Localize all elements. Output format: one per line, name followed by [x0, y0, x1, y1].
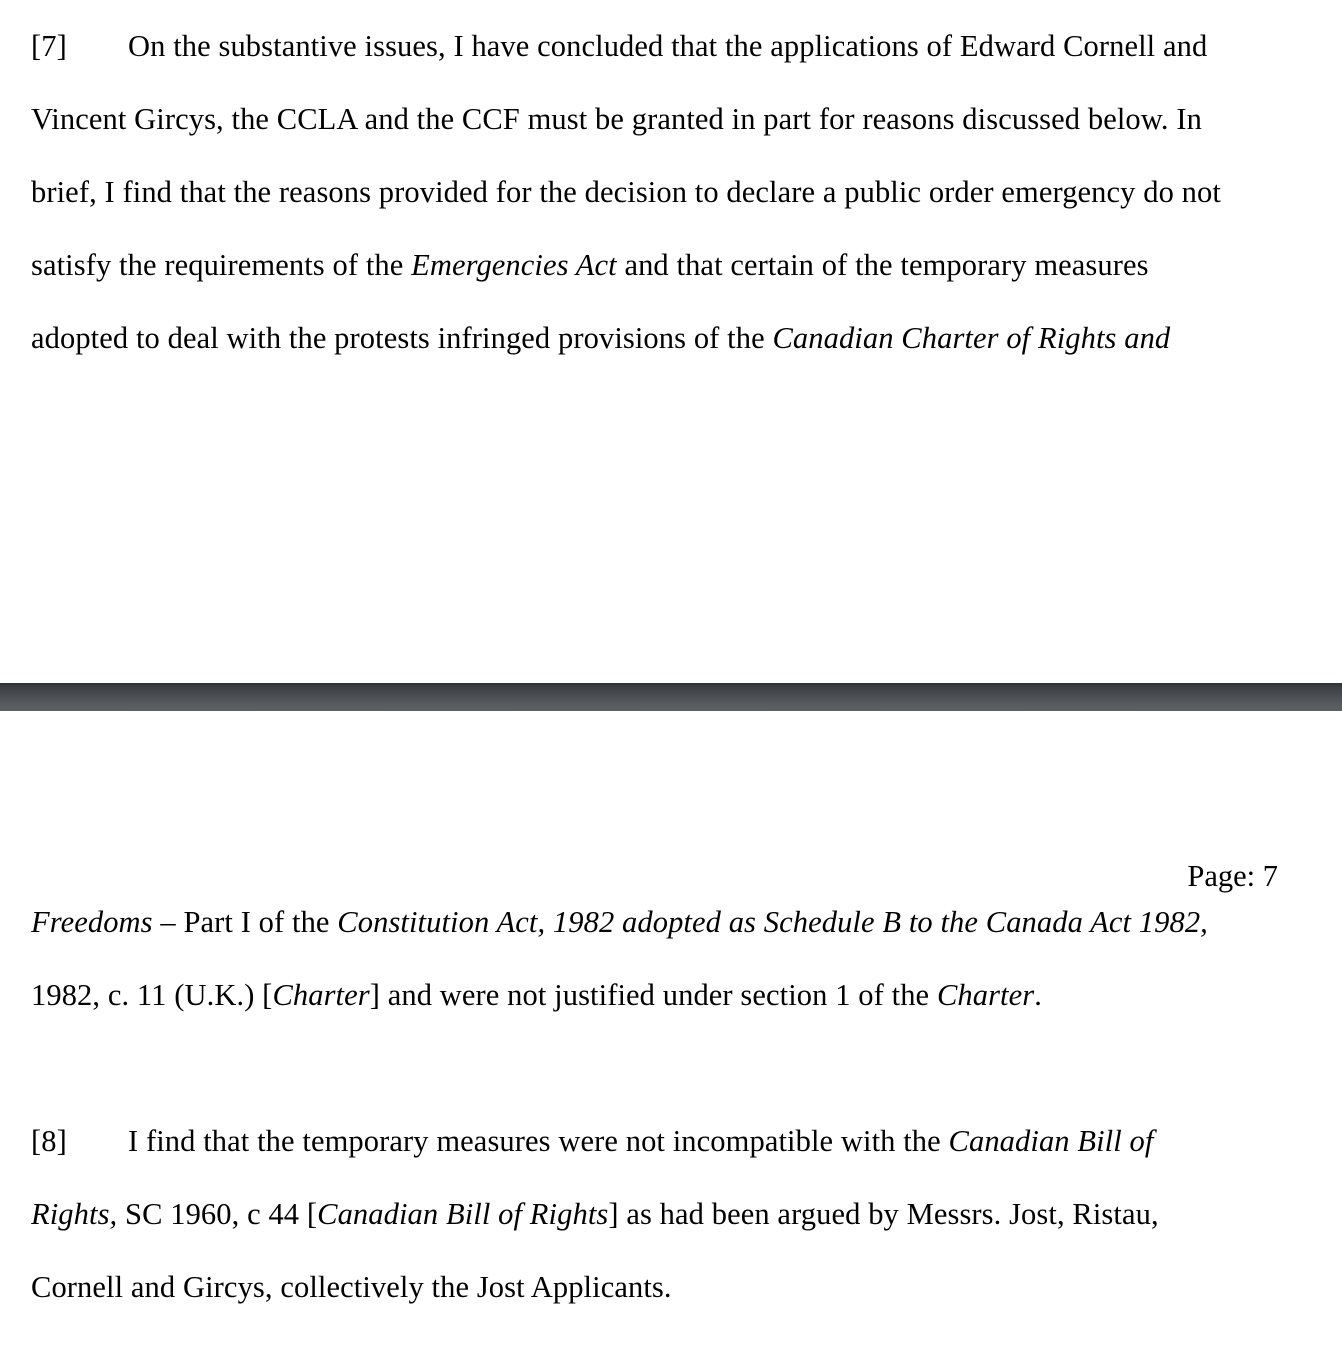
document-line — [31, 886, 1281, 959]
paragraph-number: [8] — [31, 1124, 67, 1158]
body-text: – Part I of the — [152, 905, 338, 939]
body-text: and that certain of the temporary measures — [616, 248, 1149, 282]
body-text: satisfy the requirements of the — [31, 248, 412, 282]
body-text: SC 1960, c 44 [ — [117, 1197, 318, 1231]
body-text: brief, I find that the reasons provided for the decision to declare a public order emergency do not — [31, 175, 1221, 209]
document-line — [31, 229, 1281, 302]
body-text: ] and were not justified under section 1 of the — [369, 978, 937, 1012]
document-line — [31, 1178, 1281, 1251]
citation-text: Rights, — [31, 1197, 118, 1231]
citation-text: Freedoms — [31, 905, 153, 939]
citation-text: Charter — [936, 978, 1035, 1012]
document-line — [31, 156, 1281, 229]
document-line — [31, 1105, 1281, 1178]
document-line — [31, 959, 1281, 1032]
document-text-block-top — [31, 10, 1281, 375]
body-text: adopted to deal with the protests infringed provisions of the — [31, 321, 773, 355]
page-break-separator — [0, 683, 1342, 711]
document-line — [31, 302, 1281, 375]
body-text: Cornell and Gircys, collectively the Jost Applicants. — [31, 1270, 672, 1304]
body-text: . — [1034, 978, 1042, 1012]
paragraph-number: [7] — [31, 29, 67, 63]
body-text: Vincent Gircys, the CCLA and the CCF must be granted in part for reasons discussed below. In — [31, 102, 1202, 136]
document-line — [31, 10, 1281, 83]
citation-text: Emergencies Act — [411, 248, 617, 282]
citation-text: Canadian Bill of Rights — [317, 1197, 609, 1231]
citation-text: Canadian Bill of — [948, 1124, 1154, 1158]
document-line — [31, 83, 1281, 156]
body-text: ] as had been argued by Messrs. Jost, Ristau, — [608, 1197, 1159, 1231]
body-text: On the substantive issues, I have concluded that the applications of Edward Cornell and — [128, 29, 1208, 63]
body-text: I find that the temporary measures were not incompatible with the — [128, 1124, 949, 1158]
citation-text: Charter — [272, 978, 370, 1012]
page-number-text: Page: 7 — [1187, 859, 1278, 893]
body-text: 1982, c. 11 (U.K.) [ — [31, 978, 273, 1012]
document-line — [31, 1251, 1281, 1324]
citation-text: Canadian Charter of Rights and — [772, 321, 1171, 355]
citation-text: Constitution Act, 1982 adopted as Schedule B to the Canada Act 1982, — [337, 905, 1208, 939]
document-text-block-bottom — [31, 886, 1281, 1324]
